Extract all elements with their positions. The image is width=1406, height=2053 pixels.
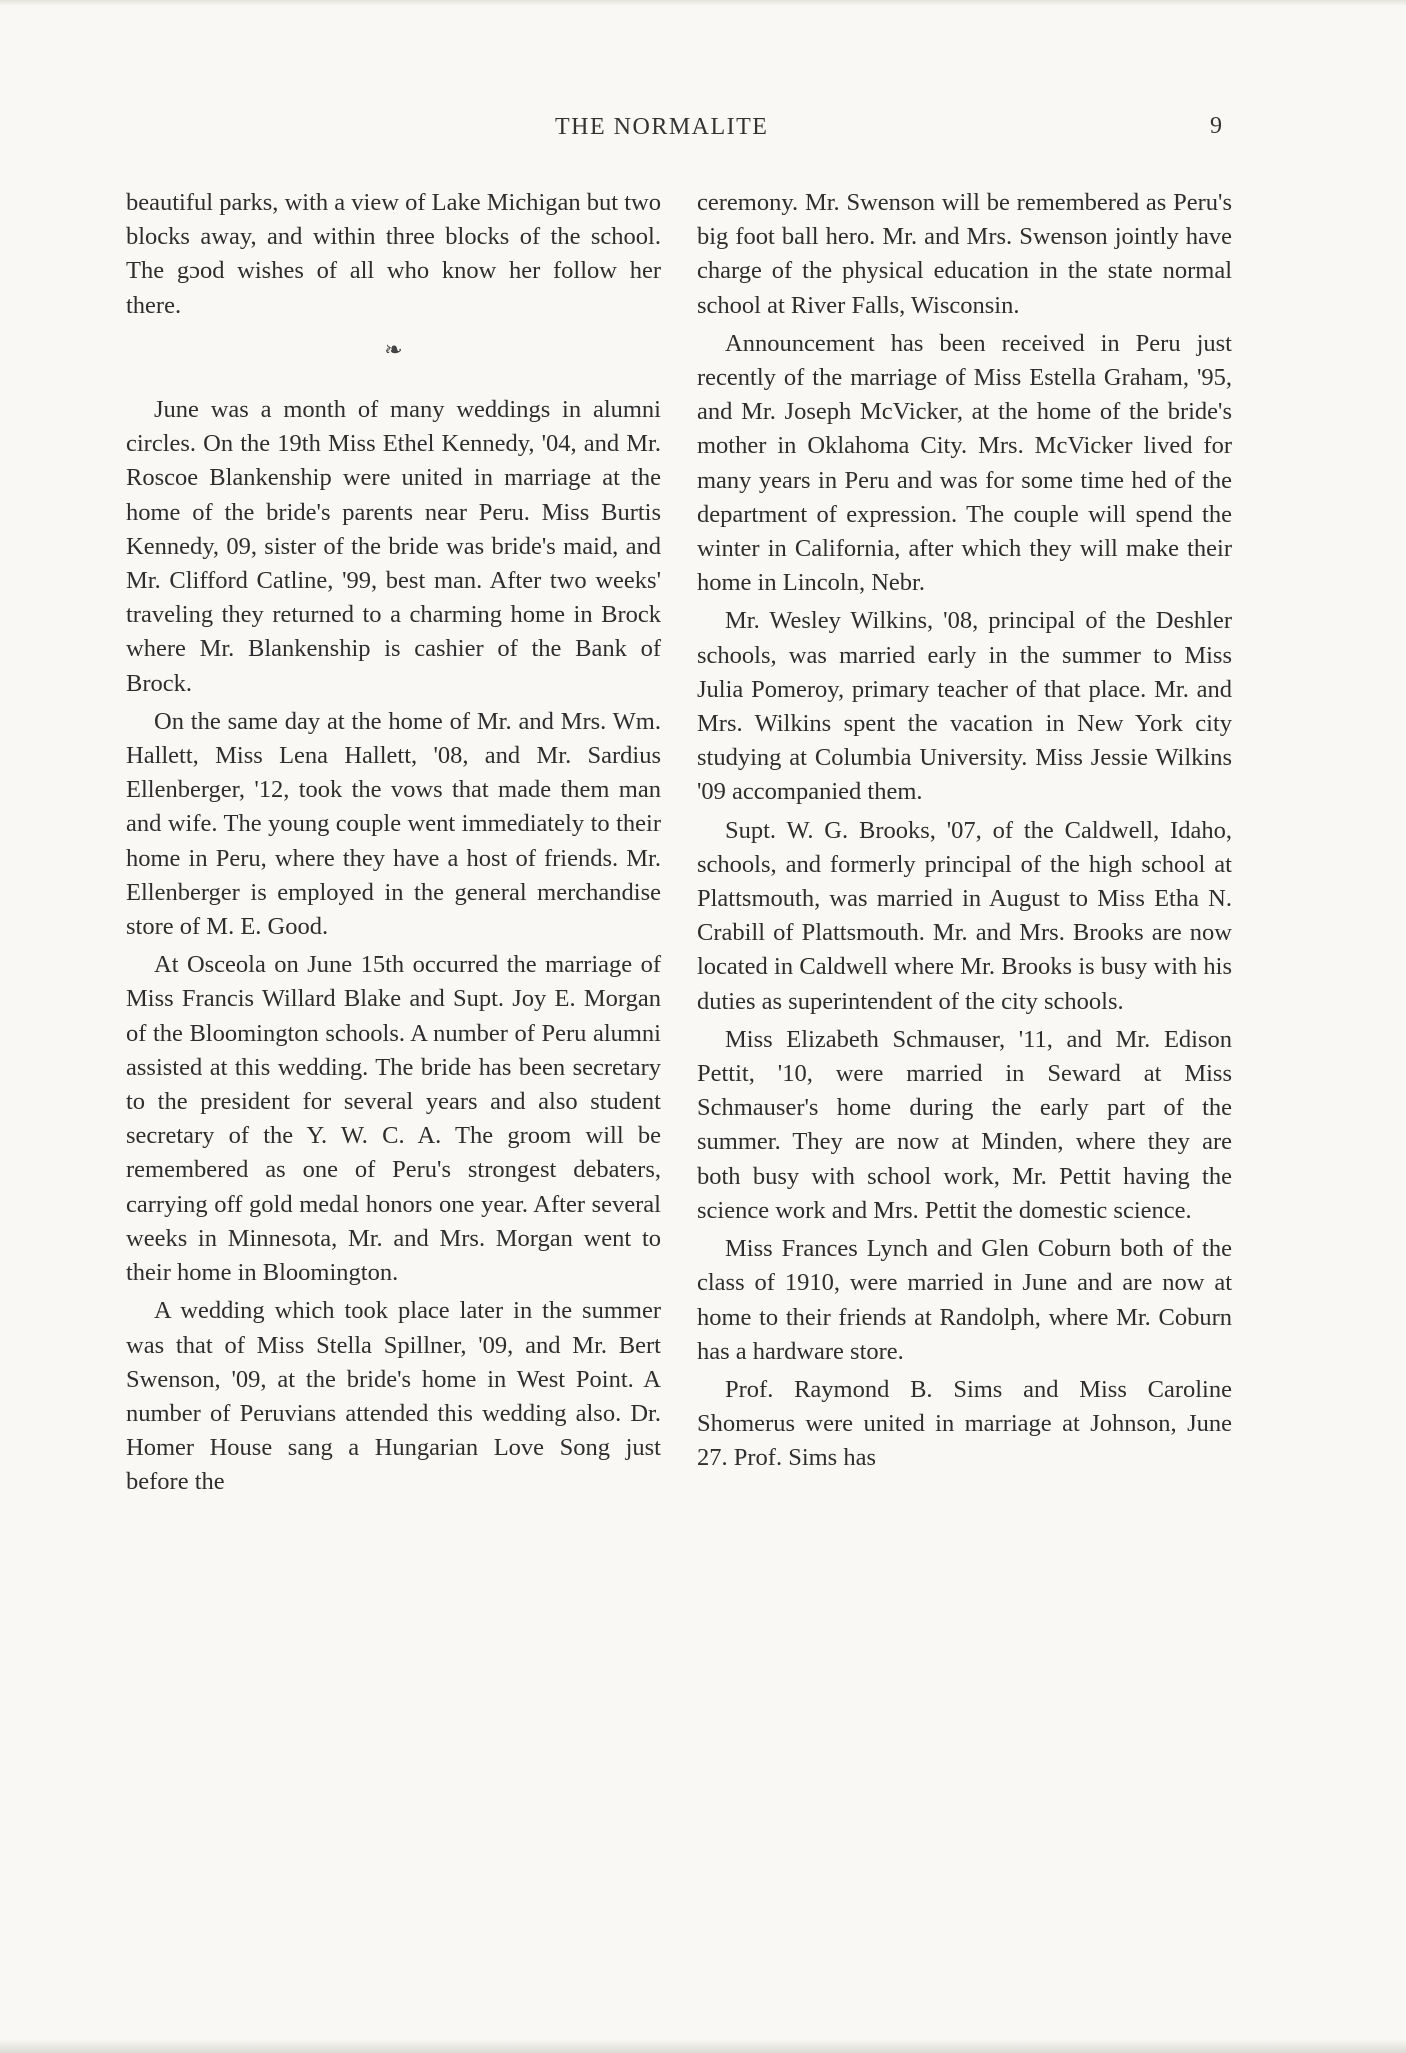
page-number: 9	[1210, 113, 1222, 139]
ornament-icon: ❧	[384, 336, 403, 362]
paragraph-brooks-crabill: Supt. W. G. Brooks, '07, of the Caldwell, Idaho, schools, and formerly principal of the high school at Plattsmouth, was married in August to Miss Etha N. Crabill of Plattsmouth. Mr. and Mrs. Brooks are now located in Caldwell where Mr. Brooks is busy with his duties as superintendent of the city schools.	[697, 816, 1232, 1015]
paragraph-swenson-continued: ceremony. Mr. Swenson will be remembered as Peru's big foot ball hero. Mr. and Mrs. Swenson jointly have charge of the physical education in the state normal school at River Falls, Wisconsin.	[697, 189, 1232, 319]
right-column	[697, 186, 1232, 1480]
paragraph-parks-farewell: beautiful parks, with a view of Lake Michigan but two blocks away, and within three blocks of the school. The gɔod wishes of all who know her follow her there.	[126, 189, 661, 319]
page-header-title: THE NORMALITE	[555, 114, 769, 140]
left-column	[126, 186, 661, 1504]
paragraph-schmauser-pettit: Miss Elizabeth Schmauser, '11, and Mr. Edison Pettit, '10, were married in Seward at Miss Schmauser's home during the early part of the summer. They are now at Minden, where they are both busy with school work, Mr. Pettit having the science work and Mrs. Pettit the domestic science.	[697, 1025, 1232, 1224]
paragraph-hallett-ellenberger: On the same day at the home of Mr. and Mrs. Wm. Hallett, Miss Lena Hallett, '08, and Mr. Sardius Ellenberger, '12, took the vows that made them man and wife. The young couple went immediately to their home in Peru, where they have a host of friends. Mr. Ellenberger is employed in the general merchandise store of M. E. Good.	[126, 707, 661, 941]
paragraph-graham-mcvicker: Announcement has been received in Peru just recently of the marriage of Miss Estella Graham, '95, and Mr. Joseph McVicker, at the home of the bride's mother in Oklahoma City. Mrs. McVicker lived for many years in Peru and was for some time hed of the department of expression. The couple will spend the winter in California, after which they will make their home in Lincoln, Nebr.	[697, 329, 1232, 597]
paragraph-sims-shomerus: Prof. Raymond B. Sims and Miss Caroline Shomerus were united in marriage at Johnson, June 27. Prof. Sims has	[697, 1375, 1232, 1472]
page-top-edge	[0, 0, 1406, 6]
paragraph-kennedy-blankenship: June was a month of many weddings in alumni circles. On the 19th Miss Ethel Kennedy, '04, and Mr. Roscoe Blankenship were united in marriage at the home of the bride's parents near Peru. Miss Burtis Kennedy, 09, sister of the bride was bride's maid, and Mr. Clifford Catline, '99, best man. After two weeks' traveling they returned to a charming home in Brock where Mr. Blankenship is cashier of the Bank of Brock.	[126, 396, 661, 697]
paragraph-lynch-coburn: Miss Frances Lynch and Glen Coburn both of the class of 1910, were married in June and are now at home to their friends at Randolph, where Mr. Coburn has a hardware store.	[697, 1235, 1232, 1365]
page-bottom-edge	[0, 2039, 1406, 2053]
paragraph-spillner-swenson: A wedding which took place later in the summer was that of Miss Stella Spillner, '09, and Mr. Bert Swenson, '09, at the bride's home in West Point. A number of Peruvians attended this wedding also. Dr. Homer House sang a Hungarian Love Song just before the	[126, 1297, 661, 1496]
paragraph-blake-morgan: At Osceola on June 15th occurred the marriage of Miss Francis Willard Blake and Supt. Joy E. Morgan of the Bloomington schools. A number of Peru alumni assisted at this wedding. The bride has been secretary to the president for several years and also student secretary of the Y. W. C. A. The groom will be remembered as one of Peru's strongest debaters, carrying off gold medal honors one year. After several weeks in Minnesota, Mr. and Mrs. Morgan went to their home in Bloomington.	[126, 951, 661, 1287]
paragraph-wilkins-pomeroy: Mr. Wesley Wilkins, '08, principal of the Deshler schools, was married early in the summer to Miss Julia Pomeroy, primary teacher of that place. Mr. and Mrs. Wilkins spent the vacation in New York city studying at Columbia University. Miss Jessie Wilkins '09 accompanied them.	[697, 607, 1232, 806]
